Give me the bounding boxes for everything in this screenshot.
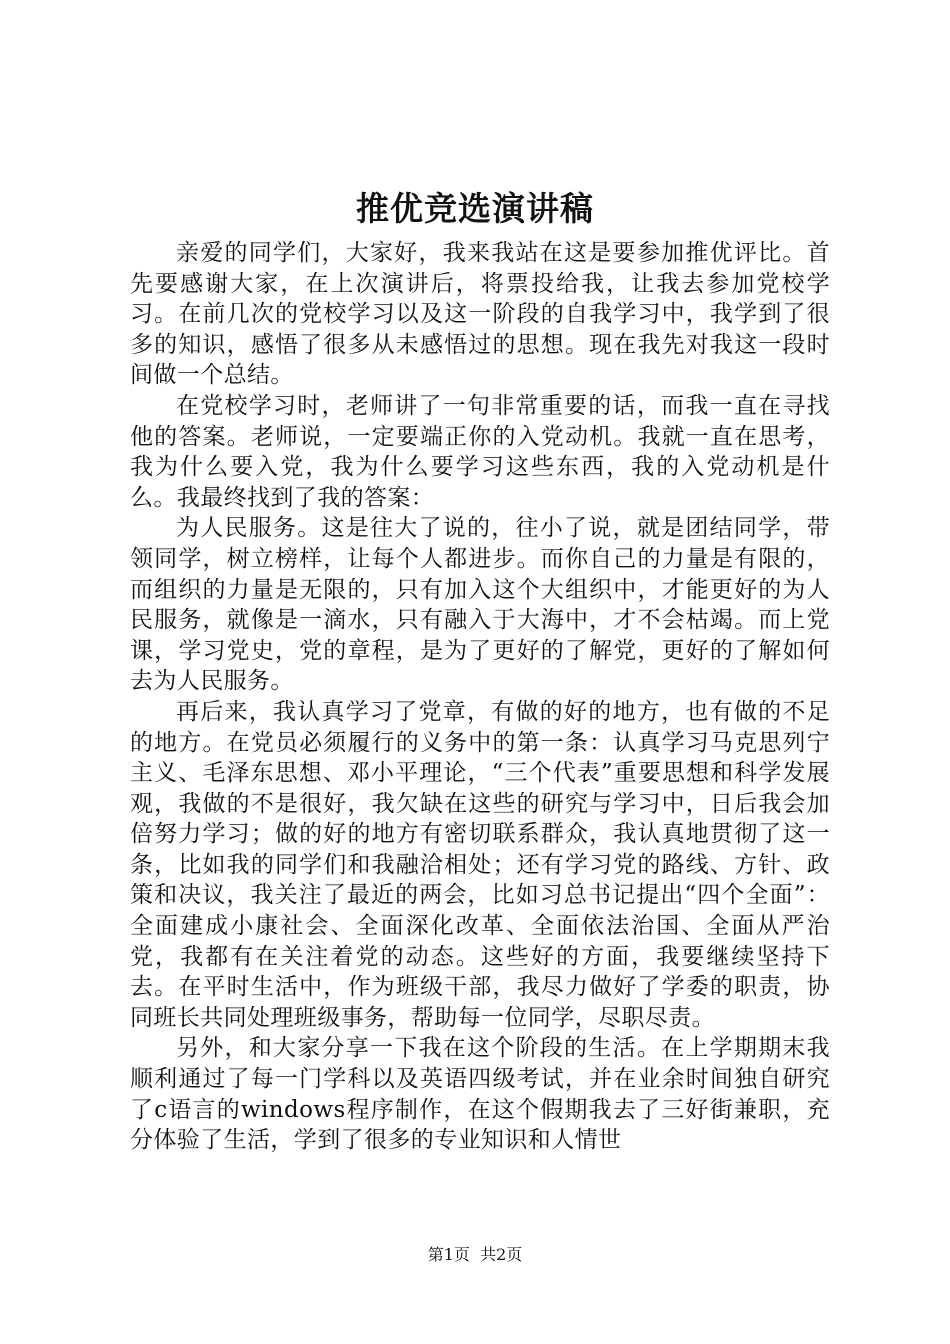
paragraph-serve-people: 为人民服务。这是往大了说的，往小了说，就是团结同学，带领同学，树立榜样，让每个人都进步。而你自己的力量是有限的，而组织的力量是无限的，只有加入这个大组织中，才能更好的为人民服务，就像是一滴水，只有融入于大海中，才不会枯竭。而上党课，学习党史，党的章程，是为了更好的了解党，更好的了解如何去为人民服务。	[130, 515, 830, 695]
paragraph-greeting: 亲爱的同学们，大家好，我来我站在这是要参加推优评比。首先要感谢大家，在上次演讲后，将票投给我，让我去参加党校学习。在前几次的党校学习以及这一阶段的自我学习中，我学到了很多的知识，感悟了很多从未感悟过的思想。现在我先对我这一段时间做一个总结。	[130, 240, 830, 389]
paragraph-party-constitution: 再后来，我认真学习了党章，有做的好的地方，也有做的不足的地方。在党员必须履行的义务中的第一条：认真学习马克思列宁主义、毛泽东思想、邓小平理论，“三个代表”重要思想和科学发展观，我做的不是很好，我欠缺在这些的研究与学习中，日后我会加倍努力学习；做的好的地方有密切联系群众，我认真地贯彻了这一条，比如我的同学们和我融洽相处；还有学习党的路线、方针、政策和决议，我关注了最近的两会，比如习总书记提出“四个全面”：全面建成小康社会、全面深化改革、全面依法治国、全面从严治党，我都有在关注着党的动态。这些好的方面，我要继续坚持下去。在平时生活中，作为班级干部，我尽力做好了学委的职责，协同班长共同处理班级事务，帮助每一位同学，尽职尽责。	[130, 698, 830, 1031]
document-body	[130, 238, 830, 1156]
paragraph-personal-life: 另外，和大家分享一下我在这个阶段的生活。在上学期期末我顺利通过了每一门学科以及英语四级考试，并在业余时间独自研究了c语言的windows程序制作，在这个假期我去了三好街兼职，充分体验了生活，学到了很多的专业知识和人情世	[130, 1035, 830, 1154]
page-footer	[0, 1244, 950, 1266]
page-number: 第1页 共2页	[427, 1245, 523, 1264]
paragraph-party-school: 在党校学习时，老师讲了一句非常重要的话，而我一直在寻找他的答案。老师说，一定要端正你的入党动机。我就一直在思考，我为什么要入党，我为什么要学习这些东西，我的入党动机是什么。我最终找到了我的答案：	[130, 392, 830, 511]
document-title: 推优竞选演讲稿	[356, 189, 594, 228]
